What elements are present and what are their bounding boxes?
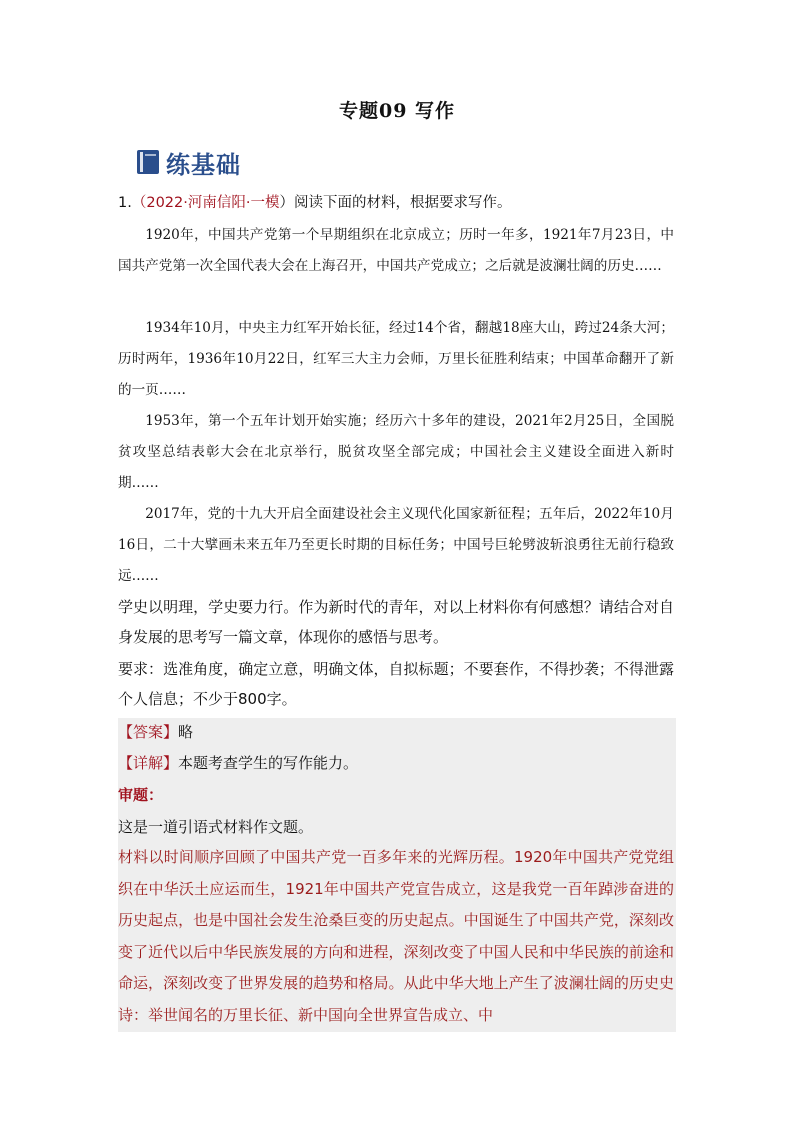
question-number: 1. — [118, 195, 132, 211]
question-stem — [118, 193, 511, 213]
writing-prompt: 学史以明理，学史要力行。作为新时代的青年，对以上材料你有何感想？请结合对自身发展的思考写一篇文章，体现你的感悟与思考。 — [118, 598, 674, 646]
question-instruction: 阅读下面的材料，根据要求写作。 — [293, 195, 512, 211]
analysis-paragraph: 材料以时间顺序回顾了中国共产党一百多年来的光辉历程。1920年中国共产党党组织在中华沃土应运而生，1921年中国共产党宣告成立，这是我党一百年踔涉奋进的历史起点，也是中国社会发生沧桑巨变的历史起点。中国诞生了中国共产党，深刻改变了近代以后中华民族发展的方向和进程，深刻改变了中国人民和中华民族的前途和命运，深刻改变了世界发展的趋势和格局。从此中华大地上产生了波澜壮阔的历史史诗：举世闻名的万里长征、新中国向全世界宣告成立、中 — [118, 848, 674, 1024]
answer-section — [118, 718, 676, 1032]
answer-line — [118, 717, 674, 747]
material-paragraph: 2017年，党的十九大开启全面建设社会主义现代化国家新征程；五年后，2022年10月16日，二十大擘画未来五年乃至更长时期的目标任务；中国号巨轮劈波斩浪勇往无前行稳致远…… — [118, 506, 674, 584]
section-label: 练基础 — [166, 150, 241, 179]
question-type-line: 这是一道引语式材料作文题。 — [118, 818, 314, 836]
writing-requirements: 要求：选准角度，确定立意，明确文体，自拟标题；不要套作，不得抄袭；不得泄露个人信息；不少于800字。 — [118, 660, 674, 708]
book-icon — [136, 149, 160, 175]
page-title: 专题09 写作 — [338, 100, 456, 122]
detail-text: 本题考查学生的写作能力。 — [178, 754, 359, 772]
detail-line — [118, 748, 674, 778]
material-paragraph: 1920年，中国共产党第一个早期组织在北京成立；历时一年多，1921年7月23日，中国共产党第一次全国代表大会在上海召开，中国共产党成立；之后就是波澜壮阔的历史…… — [118, 227, 674, 274]
answer-tag: 【答案】 — [118, 723, 179, 741]
question-source: 2022·河南信阳·一模 — [146, 195, 280, 211]
material-paragraph: 1934年10月，中央主力红军开始长征，经过14个省，翻越18座大山，跨过24条大河；历时两年，1936年10月22日，红军三大主力会师，万里长征胜利结束；中国革命翻开了新的一页…… — [118, 320, 674, 398]
detail-tag: 【详解】 — [118, 754, 179, 772]
section-heading — [136, 146, 241, 178]
answer-text: 略 — [178, 723, 194, 741]
question-source-open: （ — [131, 195, 147, 211]
question-source-close: ） — [279, 195, 294, 211]
shenti-label: 审题： — [118, 786, 164, 804]
material-paragraph: 1953年，第一个五年计划开始实施；经历六十多年的建设，2021年2月25日，全国脱贫攻坚总结表彰大会在北京举行，脱贫攻坚全部完成；中国社会主义建设全面进入新时期…… — [118, 413, 674, 491]
